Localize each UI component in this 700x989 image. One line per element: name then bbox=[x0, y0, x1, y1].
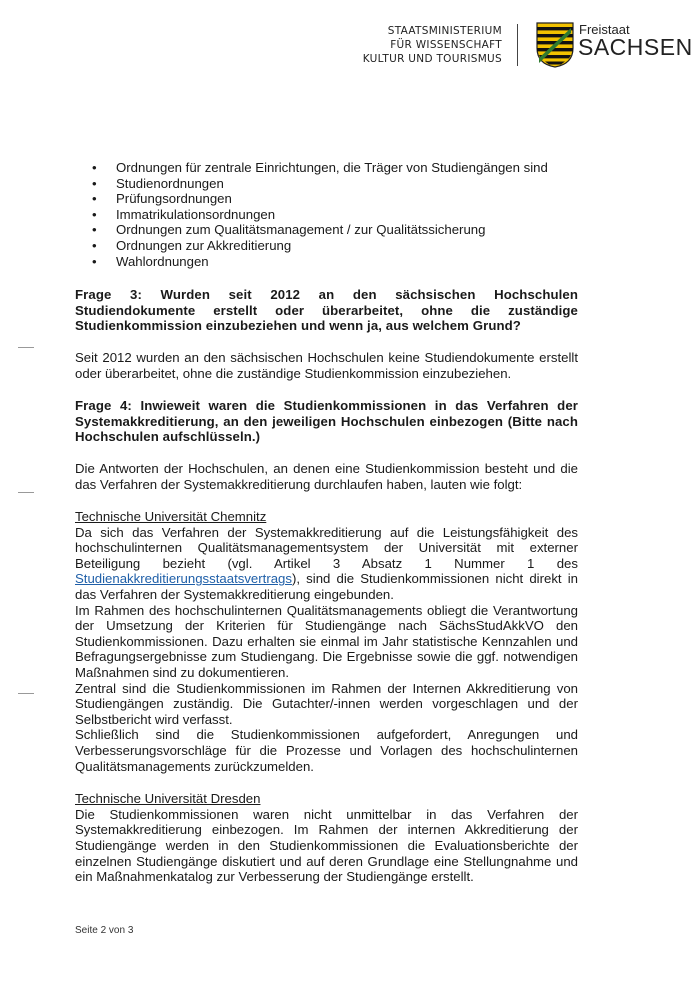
margin-mark bbox=[18, 492, 34, 493]
treaty-link[interactable]: Studienakkreditierungsstaatsvertrags bbox=[75, 571, 292, 587]
section-heading-tu-dresden: Technische Universität Dresden bbox=[75, 791, 261, 807]
list-item: • Ordnungen für zentrale Einrichtungen, die Träger von Studiengängen sind bbox=[75, 160, 578, 176]
margin-mark bbox=[18, 347, 34, 348]
list-item: • Prüfungsordnungen bbox=[75, 191, 578, 207]
margin-mark bbox=[18, 693, 34, 694]
tu-chemnitz-paragraph-4: Schließlich sind die Studienkommissionen aufgefordert, Anregungen und Verbesserungsvorschläge für die Prozesse und Vorlagen des hochschulinternen Qualitätsmanagements zurückzumelden. bbox=[75, 727, 578, 774]
list-item: • Ordnungen zur Akkreditierung bbox=[75, 238, 578, 254]
question-3: Frage 3: Wurden seit 2012 an den sächsischen Hochschulen Studiendokumente erstellt oder überarbeitet, ohne die zuständige Studienkommission einzubeziehen und wenn ja, aus welchem Grund? bbox=[75, 287, 578, 334]
tu-chemnitz-paragraph-2: Im Rahmen des hochschulinternen Qualitätsmanagements obliegt die Verantwortung der Umsetzung der Kriterien für Studiengänge nach SächsStudAkkVO den Studienkommissionen. Dazu erhalten sie einmal im Jahr statistische Kennzahlen und Befragungsergebnisse zum Studiengang. Die Ergebnisse sowie die ggf. notwendigen Maßnahmen sind zu dokumentieren. bbox=[75, 602, 578, 681]
freistaat-label: Freistaat bbox=[579, 22, 630, 37]
list-item: • Ordnungen zum Qualitätsmanagement / zur Qualitätssicherung bbox=[75, 222, 578, 238]
section-heading-tu-chemnitz: Technische Universität Chemnitz bbox=[75, 509, 267, 525]
letterhead bbox=[360, 22, 693, 72]
tu-chemnitz-paragraph-1: Da sich das Verfahren der Systemakkreditierung auf die Leistungsfähigkeit des hochschulinternen Qualitätsmanagementsystem der Universität mit externer Beteiligung bezieht (vgl. Artikel 3 Absatz 1 Nummer 1 des Studienakkreditierungsstaatsvertrags), sind die Studienkommissionen nicht direkt in das Verfahren der Systemakkreditierung eingebunden. bbox=[75, 524, 578, 603]
sachsen-wordmark: SACHSEN bbox=[578, 34, 693, 60]
tu-chemnitz-paragraph-3: Zentral sind die Studienkommissionen im Rahmen der Internen Akkreditierung von Studiengängen zuständig. Die Gutachter/-innen werden vorgeschlagen und der Selbstbericht wird verfasst. bbox=[75, 680, 578, 727]
document-body bbox=[75, 160, 578, 885]
ministry-name: STAATSMINISTERIUM FÜR WISSENSCHAFT KULTUR UND TOURISMUS bbox=[362, 25, 502, 65]
tu-dresden-paragraph-1: Die Studienkommissionen waren nicht unmittelbar in das Verfahren der Systemakkreditierung einbezogen. Im Rahmen der internen Akkreditierung der Studiengänge werden in den Studienkommissionen die Evaluationsberichte der einzelnen Studiengänge diskutiert und auf deren Grundlage eine Stellungnahme und ein Maßnahmenkatalog zur Verbesserung der Studiengänge erstellt. bbox=[75, 806, 578, 885]
list-item: • Studienordnungen bbox=[75, 176, 578, 192]
answer-3: Seit 2012 wurden an den sächsischen Hochschulen keine Studiendokumente erstellt oder überarbeitet, ohne die zuständige Studienkommission einzubeziehen. bbox=[75, 349, 578, 381]
bullet-list bbox=[75, 160, 578, 269]
question-4: Frage 4: Inwieweit waren die Studienkommissionen in das Verfahren der Systemakkreditierung, an den jeweiligen Hochschulen einbezogen (Bitte nach Hochschulen aufschlüsseln.) bbox=[75, 398, 578, 445]
answer-4-intro: Die Antworten der Hochschulen, an denen eine Studienkommission besteht und die das Verfahren der Systemakkreditierung durchlaufen haben, lauten wie folgt: bbox=[75, 460, 578, 492]
page-number: Seite 2 von 3 bbox=[75, 925, 134, 936]
saxony-coat-of-arms-icon bbox=[536, 22, 574, 68]
list-item: • Immatrikulationsordnungen bbox=[75, 207, 578, 223]
header-divider bbox=[517, 24, 518, 66]
list-item: • Wahlordnungen bbox=[75, 254, 578, 270]
